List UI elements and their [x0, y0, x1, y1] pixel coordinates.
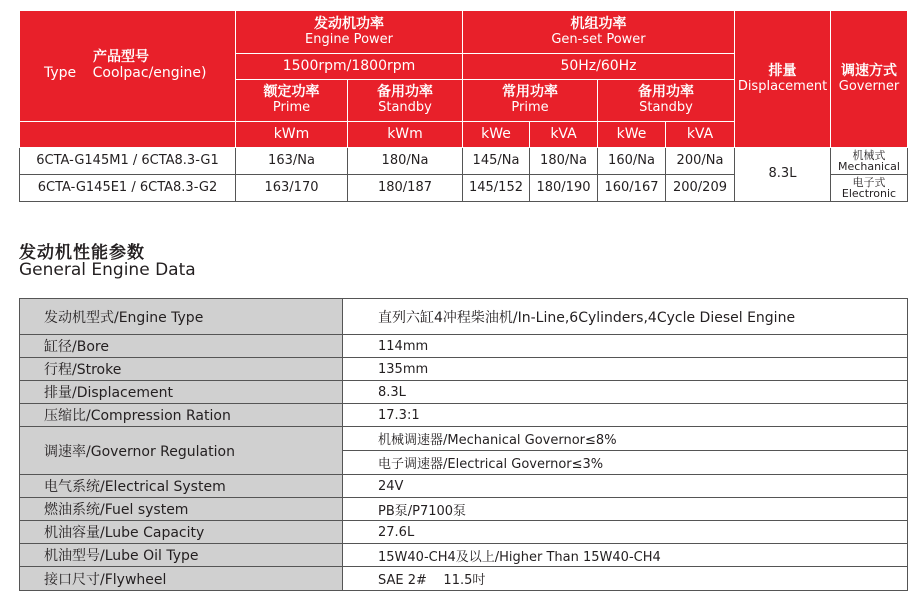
unit-cell: kWm — [348, 122, 463, 148]
displacement-en: Displacement — [737, 78, 828, 94]
units-spacer — [20, 122, 236, 148]
displacement-value: 8.3L — [735, 148, 831, 202]
engine-standby-en: Standby — [378, 100, 432, 116]
spec-label: 机油容量/Lube Capacity — [20, 521, 343, 544]
spec-label: 燃油系统/Fuel system — [20, 498, 343, 521]
spec-row — [20, 498, 908, 521]
displacement-header — [735, 11, 831, 148]
genset-power-en: Gen-set Power — [551, 31, 646, 47]
value-cell: 145/152 — [463, 175, 530, 202]
engine-prime-en: Prime — [272, 100, 311, 116]
genset-standby-header — [598, 80, 735, 122]
value-cell: 160/Na — [598, 148, 666, 175]
value-cell: 200/209 — [666, 175, 735, 202]
unit-cell: kVA — [666, 122, 735, 148]
type-header-en: Type Coolpac/engine) — [44, 65, 207, 81]
genset-prime-header — [463, 80, 598, 122]
governor-header — [831, 11, 908, 148]
governor-type-cn: 机械式 — [852, 149, 886, 162]
value-cell: 145/Na — [463, 148, 530, 175]
genset-power-cn: 机组功率 — [570, 15, 627, 32]
governor-cell — [831, 148, 908, 175]
unit-cell: kVA — [530, 122, 598, 148]
engine-speed: 1500rpm/1800rpm — [236, 54, 463, 80]
spec-row — [20, 358, 908, 381]
spec-label: 压缩比/Compression Ration — [20, 404, 343, 427]
spec-row — [20, 299, 908, 335]
engine-power-header — [236, 11, 463, 54]
spec-label: 排量/Displacement — [20, 381, 343, 404]
section-title-cn: 发动机性能参数 — [19, 243, 145, 263]
table-row — [20, 148, 908, 175]
engine-standby-header — [348, 80, 463, 122]
value-cell: 163/Na — [236, 148, 348, 175]
spec-value: 135mm — [343, 358, 908, 381]
genset-standby-cn: 备用功率 — [638, 84, 694, 101]
type-header-cn: 产品型号 — [93, 49, 149, 66]
spec-value: 机械调速器/Mechanical Governor≤8% — [343, 427, 908, 451]
value-cell: 180/Na — [530, 148, 598, 175]
spec-row — [20, 427, 908, 451]
spec-row — [20, 335, 908, 358]
spec-label: 机油型号/Lube Oil Type — [20, 544, 343, 567]
value-cell: 163/170 — [236, 175, 348, 202]
unit-cell: kWe — [463, 122, 530, 148]
genset-frequency: 50Hz/60Hz — [463, 54, 735, 80]
power-rating-table — [19, 10, 908, 202]
governor-type-en: Mechanical — [838, 160, 900, 173]
spec-value: 15W40-CH4及以上/Higher Than 15W40-CH4 — [343, 544, 908, 567]
value-cell: 180/Na — [348, 148, 463, 175]
type-header — [20, 11, 236, 122]
unit-cell: kWe — [598, 122, 666, 148]
spec-row — [20, 475, 908, 498]
model-cell: 6CTA-G145M1 / 6CTA8.3-G1 — [20, 148, 236, 175]
spec-value: SAE 2# 11.5吋 — [343, 567, 908, 591]
governor-cell — [831, 175, 908, 202]
engine-data-table — [19, 298, 908, 591]
engine-prime-cn: 额定功率 — [263, 84, 320, 101]
governor-type-cn: 电子式 — [852, 176, 886, 189]
spec-label: 缸径/Bore — [20, 335, 343, 358]
section-title-en: General Engine Data — [19, 260, 196, 280]
spec-label: 调速率/Governor Regulation — [20, 427, 343, 475]
spec-value: 电子调速器/Electrical Governor≤3% — [343, 451, 908, 475]
spec-value: 17.3:1 — [343, 404, 908, 427]
governor-cn: 调速方式 — [841, 62, 897, 79]
engine-standby-cn: 备用功率 — [377, 84, 433, 101]
spec-label: 发动机型式/Engine Type — [20, 299, 343, 335]
spec-value: PB泵/P7100泵 — [343, 498, 908, 521]
genset-standby-en: Standby — [639, 100, 693, 116]
spec-value: 8.3L — [343, 381, 908, 404]
engine-power-en: Engine Power — [305, 31, 393, 47]
genset-prime-en: Prime — [511, 100, 549, 116]
value-cell: 160/167 — [598, 175, 666, 202]
spec-row — [20, 544, 908, 567]
spec-label: 电气系统/Electrical System — [20, 475, 343, 498]
genset-power-header — [463, 11, 735, 54]
spec-row — [20, 521, 908, 544]
value-cell: 180/190 — [530, 175, 598, 202]
spec-value: 27.6L — [343, 521, 908, 544]
spec-row — [20, 404, 908, 427]
spec-row — [20, 381, 908, 404]
spec-label: 接口尺寸/Flywheel — [20, 567, 343, 591]
value-cell: 200/Na — [666, 148, 735, 175]
spec-row — [20, 567, 908, 591]
value-cell: 180/187 — [348, 175, 463, 202]
displacement-cn: 排量 — [768, 62, 797, 79]
spec-value: 114mm — [343, 335, 908, 358]
spec-value: 直列六缸4冲程柴油机/In-Line,6Cylinders,4Cycle Diesel Engine — [343, 299, 908, 335]
governor-en: Governer — [838, 78, 900, 94]
genset-prime-cn: 常用功率 — [502, 84, 558, 101]
governor-type-en: Electronic — [841, 187, 897, 200]
model-cell: 6CTA-G145E1 / 6CTA8.3-G2 — [20, 175, 236, 202]
engine-power-cn: 发动机功率 — [314, 15, 384, 32]
engine-prime-header — [236, 80, 348, 122]
unit-cell: kWm — [236, 122, 348, 148]
spec-label: 行程/Stroke — [20, 358, 343, 381]
spec-value: 24V — [343, 475, 908, 498]
